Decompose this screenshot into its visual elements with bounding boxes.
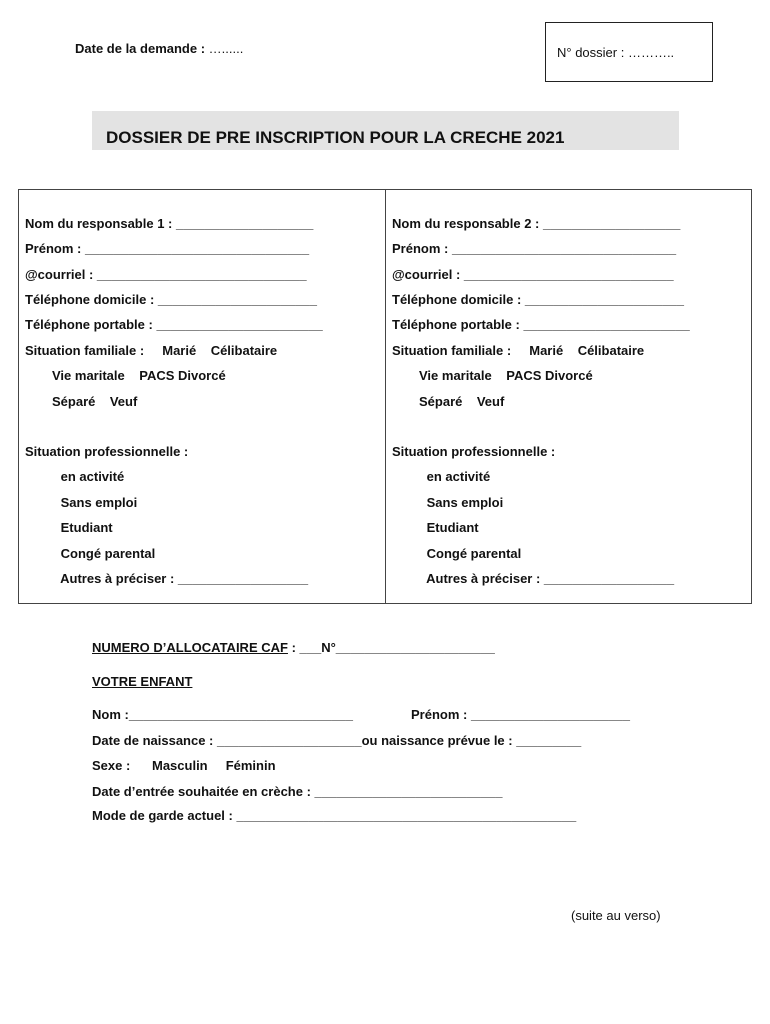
separe-label: Séparé — [419, 394, 463, 409]
enfant-nom-field[interactable]: Nom :_______________________________ — [92, 707, 353, 722]
situation-familiale-label: Situation familiale : — [25, 343, 145, 358]
marie-label: Marié — [529, 343, 564, 358]
dossier-number-label: N° dossier : ……….. — [557, 45, 675, 60]
separe-label: Séparé — [52, 394, 96, 409]
sans-emploi-label: Sans emploi — [60, 495, 138, 510]
resp2-autres-option[interactable] — [423, 571, 674, 586]
date-demande-value: …...... — [208, 41, 244, 56]
vie-maritale-label: Vie maritale — [52, 368, 125, 383]
sans-emploi-label: Sans emploi — [426, 495, 504, 510]
suite-au-verso: (suite au verso) — [571, 908, 661, 923]
resp1-prenom-field[interactable]: Prénom : _______________________________ — [25, 241, 310, 256]
enfant-naissance-field[interactable]: Date de naissance : ____________________ou naissance prévue le : _________ — [92, 733, 582, 748]
resp1-conge-option[interactable] — [57, 546, 155, 561]
resp2-situation-familiale-2 — [419, 368, 596, 383]
en-activite-label: en activité — [426, 469, 491, 484]
resp1-tel-portable-field[interactable]: Téléphone portable : _______________________ — [25, 317, 323, 332]
sexe-label: Sexe : — [92, 758, 131, 773]
veuf-label: Veuf — [109, 394, 138, 409]
autres-label: Autres à préciser : __________________ — [60, 571, 309, 586]
caf-number-field[interactable] — [92, 640, 495, 655]
resp1-situation-familiale-3 — [52, 394, 141, 409]
dossier-number-box — [545, 22, 713, 82]
resp1-situation-familiale-2 — [52, 368, 229, 383]
divorce-label: Divorcé — [545, 368, 593, 383]
resp2-courriel-field[interactable]: @courriel : _____________________________ — [392, 267, 674, 282]
conge-label: Congé parental — [60, 546, 156, 561]
marie-label: Marié — [162, 343, 197, 358]
resp2-nom-field[interactable]: Nom du responsable 2 : ___________________ — [392, 216, 681, 231]
resp1-nom-field[interactable]: Nom du responsable 1 : ___________________ — [25, 216, 314, 231]
divorce-label: Divorcé — [178, 368, 226, 383]
resp1-situation-pro-label: Situation professionnelle : — [25, 444, 189, 459]
responsables-table — [18, 189, 752, 604]
enfant-prenom-field[interactable]: Prénom : ______________________ — [411, 707, 631, 722]
en-activite-label: en activité — [60, 469, 125, 484]
masculin-label: Masculin — [152, 758, 208, 773]
resp2-prenom-field[interactable]: Prénom : _______________________________ — [392, 241, 677, 256]
pacs-label: PACS — [139, 368, 175, 383]
resp1-courriel-field[interactable]: @courriel : _____________________________ — [25, 267, 307, 282]
date-demande — [75, 41, 243, 56]
etudiant-label: Etudiant — [60, 520, 113, 535]
pacs-label: PACS — [506, 368, 542, 383]
resp2-situation-pro-label: Situation professionnelle : — [392, 444, 556, 459]
page-title: DOSSIER DE PRE INSCRIPTION POUR LA CRECHE 2021 — [106, 128, 565, 147]
resp2-sans-emploi-option[interactable] — [423, 495, 503, 510]
resp2-situation-familiale-3 — [419, 394, 508, 409]
resp2-conge-option[interactable] — [423, 546, 521, 561]
vie-maritale-label: Vie maritale — [419, 368, 492, 383]
resp2-tel-portable-field[interactable]: Téléphone portable : _______________________ — [392, 317, 690, 332]
resp1-en-activite-option[interactable] — [57, 469, 124, 484]
caf-blank: : ___N°______________________ — [287, 640, 495, 655]
enfant-mode-garde-field[interactable]: Mode de garde actuel : _______________________________________________ — [92, 808, 577, 823]
feminin-label: Féminin — [225, 758, 276, 773]
resp1-situation-familiale — [25, 343, 281, 358]
column-divider — [385, 190, 386, 603]
resp2-etudiant-option[interactable] — [423, 520, 479, 535]
celibataire-label: Célibataire — [210, 343, 278, 358]
resp2-situation-familiale — [392, 343, 648, 358]
title-band — [92, 111, 679, 150]
celibataire-label: Célibataire — [577, 343, 645, 358]
caf-label: NUMERO D’ALLOCATAIRE CAF — [92, 640, 288, 655]
resp2-tel-domicile-field[interactable]: Téléphone domicile : ______________________ — [392, 292, 684, 307]
resp1-sans-emploi-option[interactable] — [57, 495, 137, 510]
date-demande-label: Date de la demande : — [75, 41, 209, 56]
resp1-autres-option[interactable] — [57, 571, 308, 586]
resp1-etudiant-option[interactable] — [57, 520, 113, 535]
conge-label: Congé parental — [426, 546, 522, 561]
autres-label: Autres à préciser : __________________ — [426, 571, 675, 586]
resp2-en-activite-option[interactable] — [423, 469, 490, 484]
enfant-sexe-row — [92, 758, 276, 773]
resp1-tel-domicile-field[interactable]: Téléphone domicile : ______________________ — [25, 292, 317, 307]
situation-familiale-label: Situation familiale : — [392, 343, 512, 358]
veuf-label: Veuf — [476, 394, 505, 409]
enfant-entree-field[interactable]: Date d’entrée souhaitée en crèche : __________________________ — [92, 784, 503, 799]
etudiant-label: Etudiant — [426, 520, 479, 535]
votre-enfant-heading: VOTRE ENFANT — [92, 674, 193, 689]
